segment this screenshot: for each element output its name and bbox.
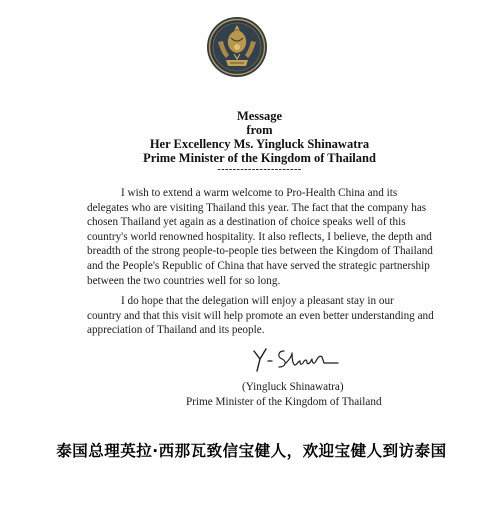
paragraph-line: chosen Thailand yet again as a destination of choice speaks well of this xyxy=(87,216,406,229)
message-heading: Message xyxy=(236,109,283,123)
from-heading: from xyxy=(246,123,273,137)
sender-title-heading: Prime Minister of the Kingdom of Thailand xyxy=(143,151,376,165)
paragraph-line: country's world renowned hospitality. It also reflects, I believe, the depth and xyxy=(87,230,432,243)
paragraph-line: breadth of the strong people-to-people ties between the Kingdom of Thailand xyxy=(87,245,433,258)
signer-name: (Yingluck Shinawatra) xyxy=(242,381,344,393)
paragraph-line: I wish to extend a warm welcome to Pro-Health China and its xyxy=(121,187,398,199)
signer-title: Prime Minister of the Kingdom of Thailand xyxy=(186,396,382,408)
paragraph-line: appreciation of Thailand and its people. xyxy=(87,324,265,337)
letter-paragraph-2 xyxy=(87,294,487,338)
chinese-caption: 泰国总理英拉·西那瓦致信宝健人，欢迎宝健人到访泰国 xyxy=(56,442,447,460)
government-seal-icon xyxy=(206,16,268,78)
paragraph-line: country and that this visit will help promote an even better understanding and xyxy=(87,309,434,322)
handwritten-signature xyxy=(250,345,340,375)
paragraph-line: between the two countries well for so long. xyxy=(87,274,281,287)
letter-paragraph-1 xyxy=(87,186,487,288)
paragraph-line: delegates who are visiting Thailand this year. The fact that the company has xyxy=(87,201,427,214)
sender-name-heading: Her Excellency Ms. Yingluck Shinawatra xyxy=(149,137,370,151)
paragraph-line: and the People's Republic of China that have served the strategic partnership xyxy=(87,259,430,272)
paragraph-line: I do hope that the delegation will enjoy a pleasant stay in our xyxy=(121,295,394,307)
heading-divider: ---------------------- xyxy=(217,164,302,175)
